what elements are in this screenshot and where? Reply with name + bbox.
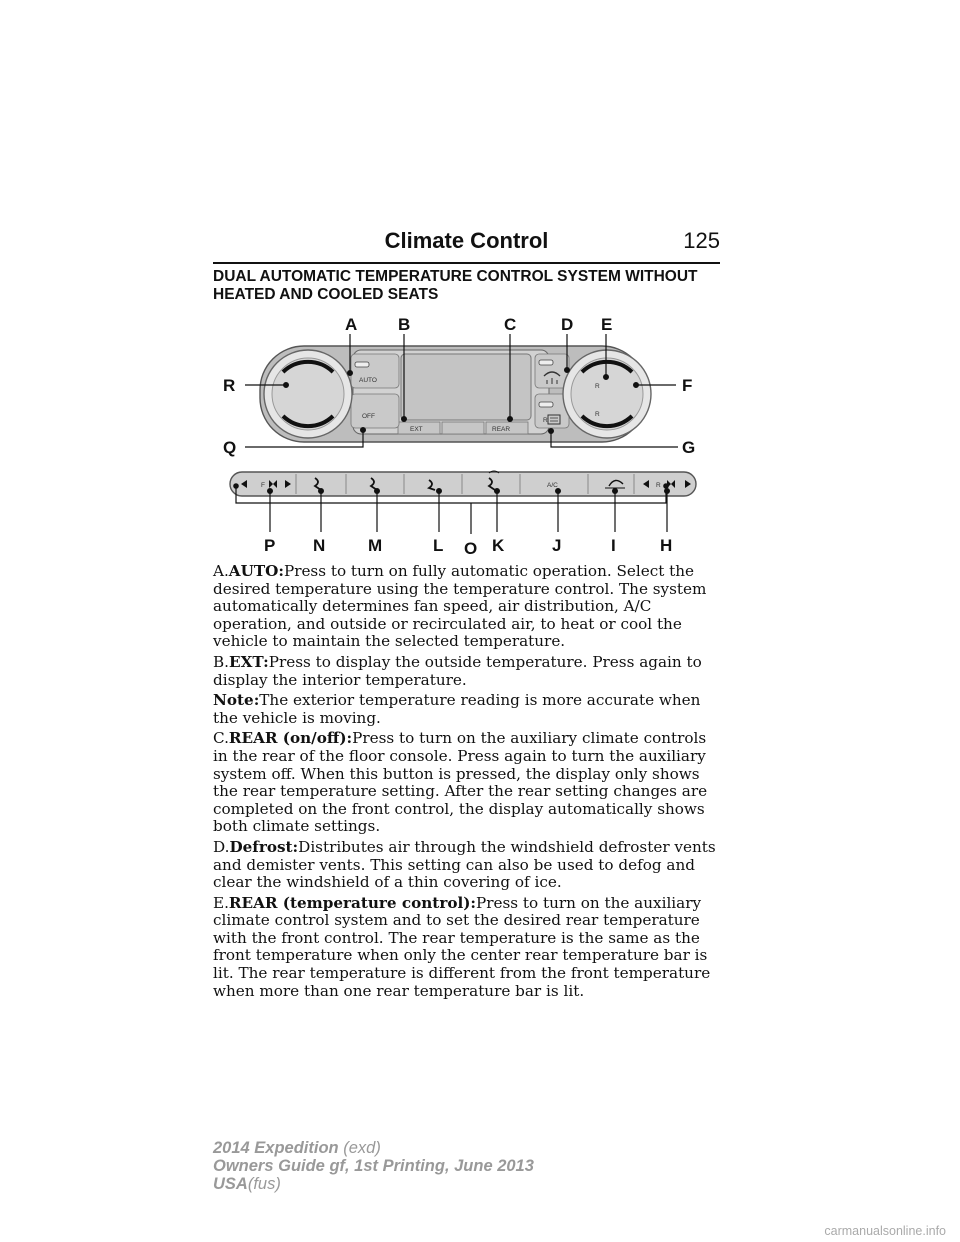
upper-control-panel <box>260 346 651 442</box>
callout-e: E <box>601 315 613 334</box>
item-d: D.Defrost:Distributes air through the windshield defroster vents and demister vents. This setting can also be used to defog and clear the windshield of a thin covering of ice. <box>213 837 716 892</box>
callout-l: L <box>433 536 444 555</box>
callout-g: G <box>682 438 696 457</box>
ac-button-label: A/C <box>547 482 558 489</box>
climate-control-diagram <box>205 310 715 560</box>
footer-market-code: (fus) <box>247 1175 281 1193</box>
footer-model: 2014 Expedition <box>213 1139 339 1157</box>
control-descriptions <box>213 563 723 1003</box>
page-footer <box>213 1139 713 1193</box>
footer-market: USA <box>213 1175 248 1193</box>
item-b: B.EXT:Press to display the outside temperature. Press again to display the interior temperature. <box>213 652 702 689</box>
callout-f: F <box>682 376 693 395</box>
item-e: E.REAR (temperature control):Press to turn on the auxiliary climate control system and to set the desired rear temperature with the front control. The rear temperature is the same as the front temperature when only the center rear temperature bar is lit. The rear temperature is different from the front temperature when more than one rear temperature bar is lit. <box>213 893 711 1000</box>
page-title: Climate Control <box>384 228 549 253</box>
callout-o: O <box>464 539 478 558</box>
callout-a: A <box>345 315 358 334</box>
callout-c: C <box>504 315 517 334</box>
callout-b: B <box>398 315 411 334</box>
section-heading: DUAL AUTOMATIC TEMPERATURE CONTROL SYSTEM WITHOUT HEATED AND COOLED SEATS <box>213 268 698 303</box>
lower-control-bar <box>230 471 696 496</box>
callout-p: P <box>264 536 276 555</box>
front-fan-f-label: F <box>261 482 265 489</box>
rear-knob-r-label-upper: R <box>595 383 600 390</box>
callout-q: Q <box>223 438 237 457</box>
footer-model-code: (exd) <box>343 1139 381 1157</box>
callout-i: I <box>611 536 616 555</box>
callout-n: N <box>313 536 326 555</box>
footer-guide: Owners Guide gf, 1st Printing, June 2013 <box>213 1157 534 1175</box>
callout-m: M <box>368 536 383 555</box>
item-a: A.AUTO:Press to turn on fully automatic operation. Select the desired temperature using the temperature control. The system automatically determines fan speed, air distribution, A/C operation, and outside or recirculated air, to heat or cool the vehicle to maintain the selected temperature. <box>213 562 707 651</box>
page-header <box>213 228 720 260</box>
callout-d: D <box>561 315 574 334</box>
off-button-label: OFF <box>362 413 375 420</box>
note: Note:The exterior temperature reading is more accurate when the vehicle is moving. <box>213 691 701 727</box>
callout-r: R <box>223 376 236 395</box>
rear-button-label: REAR <box>492 426 511 433</box>
rear-defrost-r-label: R <box>543 417 548 424</box>
item-c: C.REAR (on/off):Press to turn on the auxiliary climate controls in the rear of the floor console. Press again to turn the auxiliary system off. When this button is pressed, the display only shows the rear temperature setting. After the rear setting changes are completed on the front control, the display automatically shows both climate settings. <box>213 729 708 836</box>
ext-button-label: EXT <box>410 426 423 433</box>
auto-button-label: AUTO <box>359 377 377 384</box>
watermark: carmanualsonline.info <box>824 1224 946 1238</box>
right-temperature-knob <box>563 350 651 438</box>
header-divider <box>213 262 720 264</box>
rear-knob-r-label-lower: R <box>595 411 600 418</box>
page-number: 125 <box>683 228 720 253</box>
left-temperature-knob <box>264 350 352 438</box>
callout-j: J <box>552 536 562 555</box>
rear-fan-r-label: R <box>656 482 661 489</box>
callout-k: K <box>492 536 505 555</box>
callout-h: H <box>660 536 673 555</box>
